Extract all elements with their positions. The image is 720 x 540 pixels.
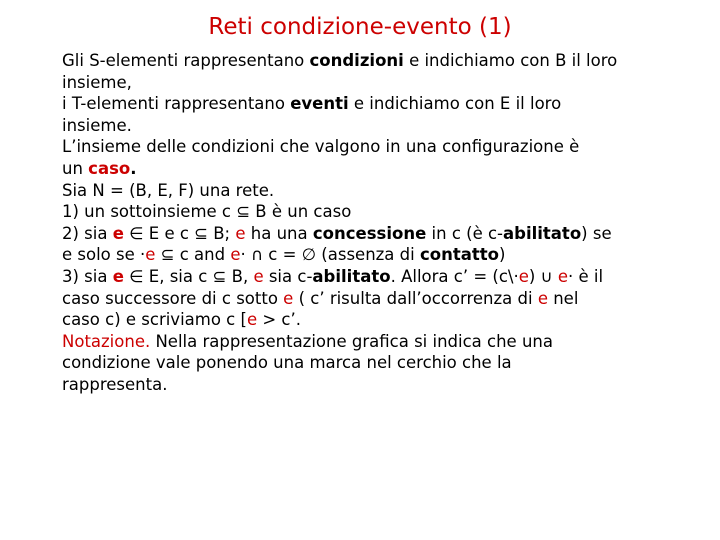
event-symbol: e [112, 266, 124, 286]
text-span: . [130, 158, 137, 178]
keyword-abilitato: abilitato [312, 266, 391, 286]
text-span: insieme, [62, 72, 132, 92]
keyword-condizioni: condizioni [309, 51, 404, 70]
slide-title: Reti condizione-evento (1) [208, 14, 512, 40]
text-span: > c’. [257, 310, 301, 330]
slide-body [62, 50, 682, 396]
text-span: 2) sia [62, 223, 113, 243]
event-symbol: e [557, 266, 569, 286]
keyword-contatto: contatto [419, 245, 499, 265]
text-span: ) ∪ [528, 266, 558, 286]
text-span: sia c- [263, 266, 313, 286]
text-span: Nella rappresentazione grafica si indica che una [150, 331, 553, 351]
body-line-12 [62, 288, 682, 310]
body-line-14 [62, 331, 682, 353]
text-span: e indichiamo con B il loro [403, 51, 618, 70]
text-span: caso successore di c sotto [62, 288, 284, 308]
body-line-2 [62, 72, 682, 94]
text-span: i T-elementi rappresentano [62, 94, 291, 114]
text-span: 1) un sottoinsieme c ⊆ B è un caso [62, 202, 352, 222]
body-line-15 [62, 352, 682, 374]
keyword-abilitato: abilitato [503, 223, 582, 243]
event-symbol: e [518, 266, 529, 286]
text-span: Sia N = (B, E, F) una rete. [62, 180, 275, 200]
event-symbol: e [112, 223, 124, 243]
text-span: e solo se · [62, 245, 146, 265]
text-span: · ∩ c = ∅ (assenza di [240, 245, 420, 265]
text-span: 3) sia [62, 266, 113, 286]
body-line-6 [62, 158, 682, 180]
event-symbol: e [537, 288, 548, 308]
notation-label: Notazione. [62, 331, 151, 351]
text-span: ha una [245, 223, 313, 243]
body-line-4 [62, 115, 682, 137]
event-symbol: e [235, 223, 246, 243]
body-line-10 [62, 244, 682, 266]
text-span: caso c) e scriviamo c [ [62, 310, 247, 330]
text-span: e indichiamo con E il loro [348, 94, 562, 114]
text-span: ) se [581, 223, 612, 243]
body-line-1 [62, 50, 682, 72]
event-symbol: e [283, 288, 294, 308]
text-span: ∈ E, sia c ⊆ B, [123, 266, 254, 286]
text-span: ⊆ c and [155, 245, 231, 265]
text-span: ) [498, 245, 506, 265]
body-line-8 [62, 201, 682, 223]
event-symbol: e [230, 245, 241, 265]
keyword-eventi: eventi [290, 94, 349, 114]
keyword-caso: caso [88, 158, 131, 178]
text-span: rappresenta. [62, 374, 168, 394]
text-span: L’insieme delle condizioni che valgono in una configurazione è [62, 137, 580, 157]
body-line-9 [62, 223, 682, 245]
text-span: ∈ E e c ⊆ B; [123, 223, 236, 243]
body-line-7 [62, 180, 682, 202]
keyword-concessione: concessione [312, 223, 427, 243]
event-symbol: e [246, 310, 258, 330]
body-line-11 [62, 266, 682, 288]
event-symbol: e [253, 266, 264, 286]
text-span: . Allora c’ = (c\· [390, 266, 519, 286]
body-line-5 [62, 136, 682, 158]
text-span: nel [547, 288, 579, 308]
text-span: un [62, 158, 89, 178]
body-line-16 [62, 374, 682, 396]
text-span: Gli S-elementi rappresentano [62, 51, 310, 70]
body-line-3 [62, 93, 682, 115]
text-span: condizione vale ponendo una marca nel cerchio che la [62, 353, 512, 373]
text-span: ( c’ risulta dall’occorrenza di [293, 288, 538, 308]
text-span: insieme. [62, 115, 132, 135]
text-span: · è il [568, 266, 604, 286]
text-span: in c (è c- [426, 223, 503, 243]
body-line-13 [62, 309, 682, 331]
event-symbol: e [145, 245, 156, 265]
